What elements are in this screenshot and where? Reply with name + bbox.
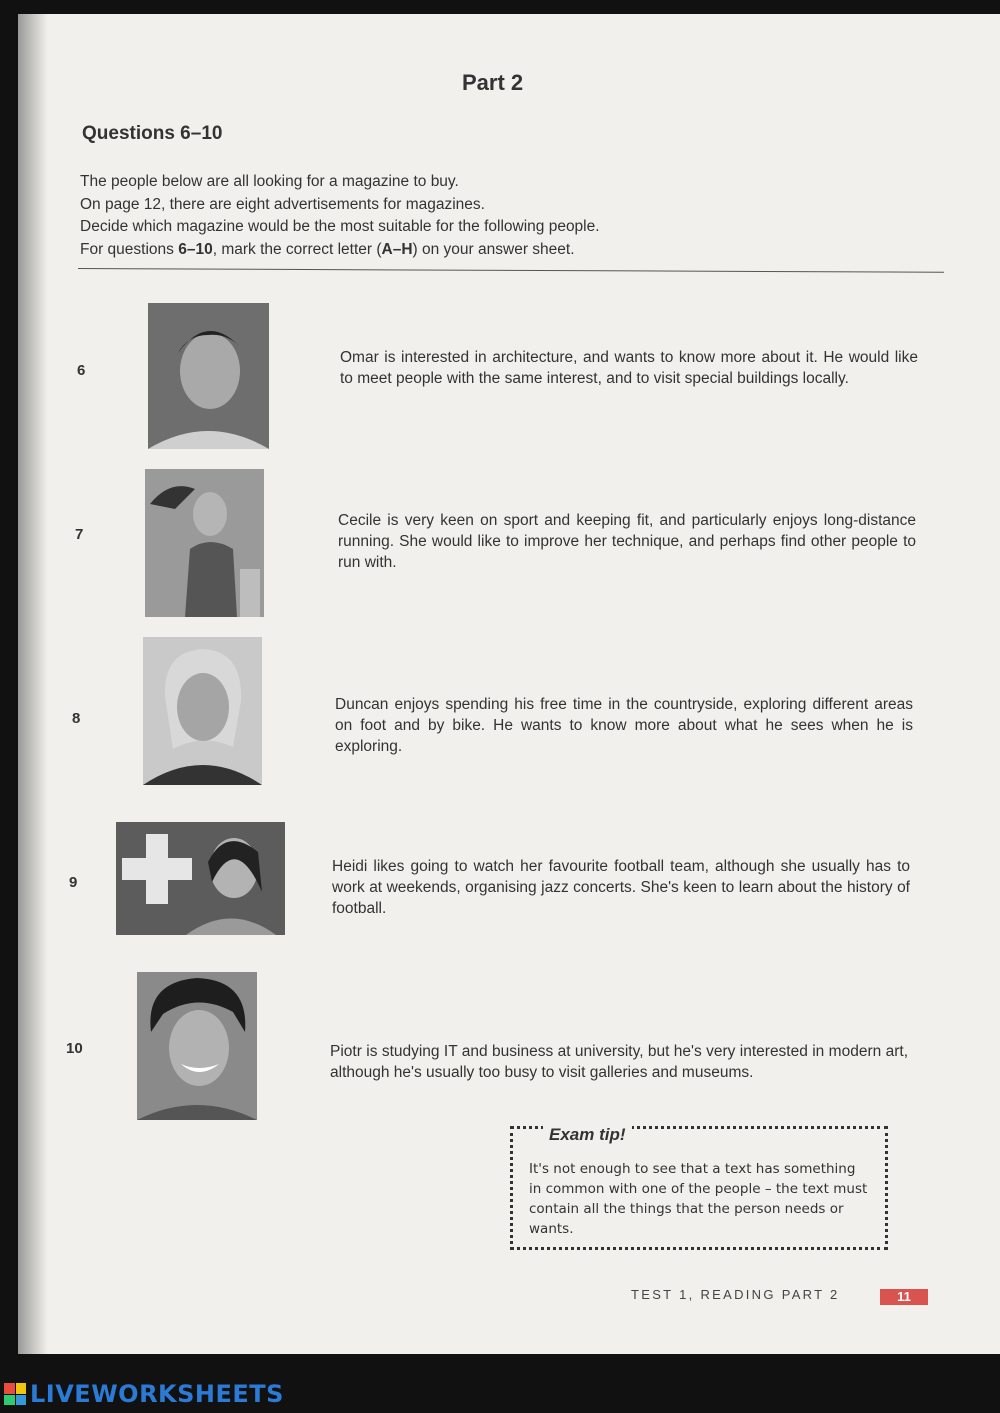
person-photo-piotr bbox=[137, 972, 257, 1120]
question-number: 7 bbox=[75, 526, 84, 543]
person-description: Omar is interested in architecture, and wants to know more about it. He would like to meet people with the same interest, and to visit special buildings locally. bbox=[340, 349, 918, 387]
person-description: Piotr is studying IT and business at university, but he's very interested in modern art, although he's usually too busy to visit galleries and museums. bbox=[330, 1043, 908, 1081]
person-photo-cecile bbox=[145, 469, 264, 617]
instruction-line: Decide which magazine would be the most suitable for the following people. bbox=[80, 218, 600, 235]
exam-tip-title: Exam tip! bbox=[543, 1125, 632, 1145]
part-title: Part 2 bbox=[462, 70, 524, 95]
exam-tip-box bbox=[510, 1126, 888, 1250]
person-description: Heidi likes going to watch her favourite football team, although she usually has to work at weekends, organising jazz concerts. She's keen to learn about the history of football. bbox=[332, 858, 910, 917]
questions-title: Questions 6–10 bbox=[82, 123, 223, 144]
instruction-line: On page 12, there are eight advertisements for magazines. bbox=[80, 195, 485, 213]
person-photo-duncan bbox=[143, 637, 262, 785]
instruction-line: For questions 6–10, mark the correct letter (A–H) on your answer sheet. bbox=[80, 240, 575, 258]
question-number: 9 bbox=[69, 874, 78, 891]
exam-tip-text: It's not enough to see that a text has something in common with one of the people – the text must contain all the things that the person needs or wants. bbox=[529, 1161, 868, 1237]
question-number: 6 bbox=[77, 362, 86, 379]
liveworksheets-logo[interactable] bbox=[4, 1380, 284, 1408]
person-photo-heidi bbox=[116, 822, 285, 935]
liveworksheets-logo-icon bbox=[4, 1383, 26, 1405]
instructions bbox=[80, 171, 600, 261]
book-spine-shadow bbox=[18, 14, 48, 1354]
person-photo-omar bbox=[148, 303, 269, 449]
question-number: 10 bbox=[66, 1040, 83, 1057]
page-number: 11 bbox=[880, 1289, 928, 1305]
question-number: 8 bbox=[72, 710, 81, 727]
person-description: Duncan enjoys spending his free time in the countryside, exploring different areas on foot and by bike. He wants to know more about what he sees when he is exploring. bbox=[335, 696, 913, 755]
liveworksheets-logo-text: LIVEWORKSHEETS bbox=[30, 1380, 284, 1408]
instruction-line: The people below are all looking for a magazine to buy. bbox=[80, 173, 459, 190]
person-description: Cecile is very keen on sport and keeping fit, and particularly enjoys long-distance running. She would like to improve her technique, and perhaps find other people to run with. bbox=[338, 512, 916, 571]
footer-label: TEST 1, READING PART 2 bbox=[631, 1287, 840, 1302]
